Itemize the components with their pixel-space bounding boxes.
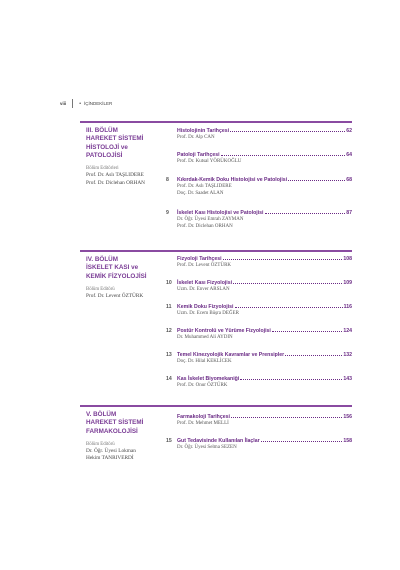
entry-title: Kas İskelet Biyomekaniği (177, 376, 240, 382)
dot-leader (265, 213, 346, 214)
dot-leader (233, 283, 342, 284)
toc-entry[interactable] (166, 256, 352, 269)
section-divider (80, 405, 352, 407)
running-header (60, 99, 112, 108)
entry-page: 62 (346, 128, 352, 134)
toc-entry[interactable] (166, 128, 352, 141)
header-divider (72, 99, 73, 108)
entry-title: Gut Tedavisinde Kullanılan İlaçlar (177, 438, 260, 444)
entry-title: Patoloji Tarihçesi (177, 152, 220, 158)
toc-entry[interactable]: 10 İskelet Kası Fizyolojisi 109 Uzm. Dr. Enver ARSLAN (166, 280, 352, 292)
running-title: İÇİNDEKİLER (84, 101, 113, 106)
dot-leader (230, 131, 345, 132)
entry-author: Doç. Dr. Saadet ALAN (177, 191, 224, 196)
entry-author: Prof. Dr. Mehmet MELLİ (177, 421, 229, 426)
entry-page: 87 (346, 210, 352, 216)
entry-title: Farmakoloji Tarihçesi (177, 414, 230, 420)
editor-label: Bölüm Editörü (86, 441, 115, 447)
editor-name: Hekim TANRIVERDİ (86, 455, 134, 462)
dot-leader (223, 259, 343, 260)
entry-page: 116 (343, 304, 352, 310)
toc-entry[interactable] (166, 414, 352, 427)
entry-title: Postür Kontrolü ve Yürüme Fizyolojisi (177, 328, 271, 334)
entry-page: 109 (343, 280, 352, 286)
entry-page: 108 (343, 256, 352, 262)
entry-page: 158 (343, 438, 352, 444)
entry-author: Prof. Dr. Onur ÖZTÜRK (177, 383, 228, 388)
entry-title: Temel Kinezyolojik Kavramlar ve Prensipler (177, 352, 285, 358)
dot-leader (261, 441, 343, 442)
entry-page: 64 (346, 152, 352, 158)
entry-page: 124 (343, 328, 352, 334)
entry-title: İskelet Kası Histolojisi ve Patolojisi (177, 210, 264, 216)
dot-leader (285, 355, 342, 356)
toc-entry[interactable]: 14 Kas İskelet Biyomekaniği 143 Prof. Dr. Onur ÖZTÜRK (166, 376, 352, 388)
page-number: viii (60, 101, 67, 106)
toc-entry[interactable] (166, 152, 352, 165)
entry-author: Doç. Dr. Hilal KEKLİCEK (177, 359, 232, 364)
toc-entry[interactable]: 8 Kıkırdak-Kemik Doku Histolojisi ve Patolojisi 68 Prof. Dr. Aslı TAŞLIDERE Doç. Dr. Saadet ALAN (166, 177, 352, 196)
dot-leader (221, 155, 346, 156)
entry-page: 132 (343, 352, 352, 358)
section-heading-block (86, 127, 166, 187)
editor-label: Bölüm Editörleri (86, 166, 119, 172)
section-title: V. BÖLÜM HAREKET SİSTEMİ FARMAKOLOJİSİ (86, 411, 144, 435)
entry-author: Dr. Öğr. Üyesi Selma SEZEN (177, 445, 237, 450)
section-heading-block (86, 411, 166, 463)
section-divider (80, 121, 352, 123)
bullet-icon: • (79, 100, 82, 107)
dot-leader (288, 180, 345, 181)
section-divider (80, 250, 352, 252)
section-title: IV. BÖLÜM İSKELET KASI ve KEMİK FİZYOLOJİSİ (86, 256, 147, 280)
entry-author: Uzm. Dr. Ecem Büşra DEĞER (177, 311, 239, 316)
editor-name: Dr. Öğr. Üyesi Lokman (86, 447, 136, 454)
entry-author: Dr. Muhammed Ali AYDIN (177, 335, 233, 340)
editor-name: Prof. Dr. Aslı TAŞLIDERE (86, 172, 144, 179)
editor-name: Prof. Dr. Diclehan ORHAN (86, 179, 145, 186)
entry-title: Kıkırdak-Kemik Doku Histolojisi ve Patolojisi (177, 177, 288, 183)
toc-entry[interactable]: 9 İskelet Kası Histolojisi ve Patolojisi 87 Dr. Öğr. Üyesi Emrah ZAYMAN Prof. Dr. Diclehan ORHAN (166, 210, 352, 229)
entry-author: Dr. Öğr. Üyesi Emrah ZAYMAN (177, 217, 244, 222)
dot-leader (272, 331, 342, 332)
entry-author: Prof. Dr. Kutsal YÖRÜKOĞLU (177, 159, 242, 164)
entry-author: Prof. Dr. Diclehan ORHAN (177, 224, 233, 229)
dot-leader (235, 307, 343, 308)
dot-leader (240, 379, 342, 380)
entry-author: Prof. Dr. Aslı TAŞLIDERE (177, 184, 232, 189)
entry-author: Prof. Dr. Alp CAN (177, 135, 215, 140)
entry-title: Fizyoloji Tarihçesi (177, 256, 222, 262)
entry-author: Prof. Dr. Levent ÖZTÜRK (177, 263, 232, 268)
entry-title: Kemik Doku Fizyolojisi (177, 304, 234, 310)
toc-entry[interactable]: 15 Gut Tedavisinde Kullanılan İlaçlar 158 Dr. Öğr. Üyesi Selma SEZEN (166, 438, 352, 450)
editor-label: Bölüm Editörü (86, 286, 115, 292)
entry-page: 68 (346, 177, 352, 183)
section-heading-block (86, 256, 166, 300)
entry-title: Histolojinin Tarihçesi (177, 128, 230, 134)
toc-entry[interactable]: 13 Temel Kinezyolojik Kavramlar ve Prensipler 132 Doç. Dr. Hilal KEKLİCEK (166, 352, 352, 364)
toc-entry[interactable]: 12 Postür Kontrolü ve Yürüme Fizyolojisi 124 Dr. Muhammed Ali AYDIN (166, 328, 352, 340)
section-title: III. BÖLÜM HAREKET SİSTEMİ HİSTOLOJİ ve PATOLOJİSİ (86, 127, 144, 159)
entry-title: İskelet Kası Fizyolojisi (177, 280, 233, 286)
editor-name: Prof. Dr. Levent ÖZTÜRK (86, 292, 144, 299)
entry-page: 156 (343, 414, 352, 420)
entry-author: Uzm. Dr. Enver ARSLAN (177, 287, 230, 292)
dot-leader (231, 417, 342, 418)
toc-entry[interactable]: 11 Kemik Doku Fizyolojisi 116 Uzm. Dr. Ecem Büşra DEĞER (166, 304, 352, 316)
entry-page: 143 (343, 376, 352, 382)
